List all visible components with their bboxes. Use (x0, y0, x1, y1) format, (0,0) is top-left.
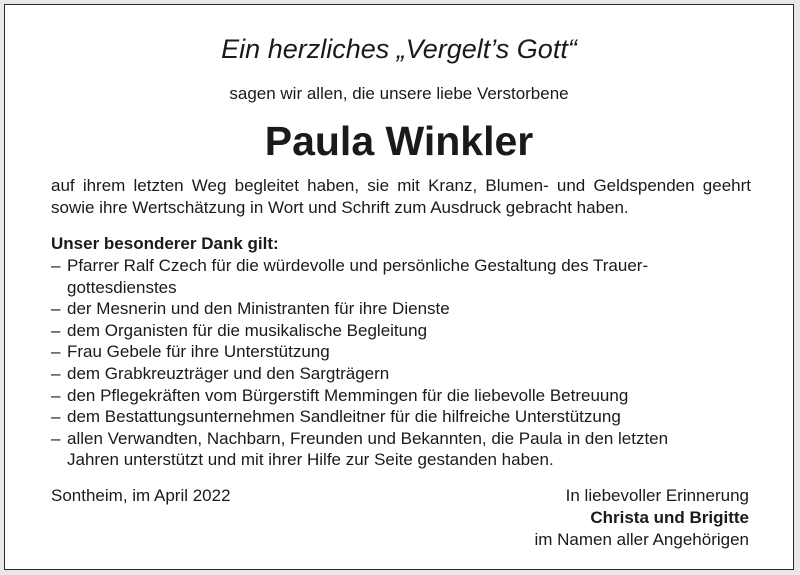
list-dash: – (51, 256, 61, 275)
list-item-text: Pfarrer Ralf Czech für die würdevolle und persönliche Gestaltung des Trauer- gottesdienstes (67, 256, 649, 297)
list-item-text: allen Verwandten, Nachbarn, Freunden und Bekannten, die Paula in den letzten Jahren unterstützt und mit ihrer Hilfe zur Seite gestanden haben. (67, 428, 669, 470)
list-dash: – (51, 363, 61, 383)
signature-line-remembrance: In liebevoller Erinnerung (565, 486, 749, 505)
deceased-name: Paula Winkler (264, 118, 534, 164)
list-item (51, 385, 771, 407)
notice-title: Ein herzliches „Vergelt’s Gott“ (221, 34, 577, 64)
list-item-text: der Mesnerin und den Ministranten für ihre Dienste (67, 299, 450, 319)
list-item-text: dem Organisten für die musikalische Begleitung (67, 320, 428, 340)
list-item-text: den Pflegekräften vom Bürgerstift Memmingen für die liebevolle Betreuung (67, 385, 629, 405)
intro-paragraph: auf ihrem letzten Weg begleitet haben, sie mit Kranz, Blumen- und Geldspenden geehrt sowie ihre Wertschätzung in Wort und Schrift zum Ausdruck gebracht haben. (51, 176, 751, 217)
list-dash: – (51, 320, 61, 340)
signature-names: Christa und Brigitte (590, 508, 749, 527)
thanks-heading: Unser besonderer Dank gilt: (51, 234, 279, 253)
notice-subtitle: sagen wir allen, die unsere liebe Verstorbene (229, 84, 569, 103)
signature-block (534, 485, 749, 551)
list-item-text: Frau Gebele für ihre Unterstützung (67, 342, 330, 362)
list-item (51, 363, 771, 385)
list-item (51, 428, 771, 471)
list-dash: – (51, 407, 61, 427)
list-dash: – (51, 299, 61, 319)
list-dash: – (51, 342, 61, 362)
list-item-text: dem Bestattungsunternehmen Sandleitner für die hilfreiche Unterstützung (67, 407, 621, 427)
thanks-list (51, 255, 771, 471)
obituary-notice (4, 4, 794, 570)
list-item (51, 255, 771, 298)
list-item (51, 298, 771, 320)
place-date: Sontheim, im April 2022 (51, 486, 231, 505)
list-item (51, 406, 771, 428)
list-item (51, 320, 771, 342)
list-item (51, 341, 771, 363)
list-item-text: dem Grabkreuzträger und den Sargträgern (67, 363, 390, 383)
list-dash: – (51, 428, 61, 448)
signature-line-family: im Namen aller Angehörigen (534, 530, 749, 549)
list-dash: – (51, 385, 61, 405)
